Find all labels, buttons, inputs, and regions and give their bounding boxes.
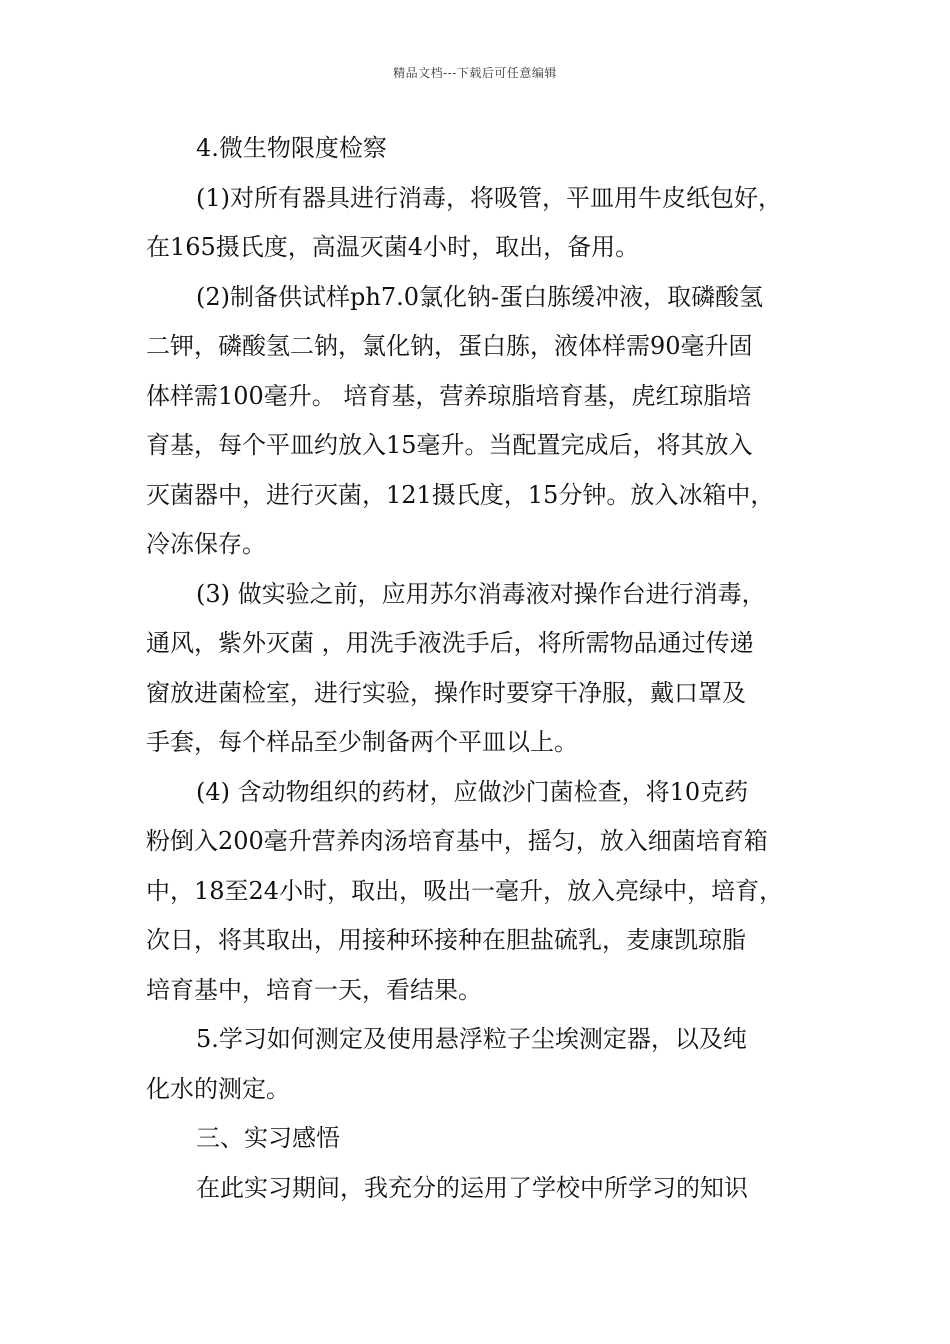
section-heading-5: 5.学习如何测定及使用悬浮粒子尘埃测定器，以及纯 bbox=[196, 1025, 747, 1053]
paragraph-line: 中，18至24小时，取出，吸出一毫升，放入亮绿中，培育， bbox=[146, 876, 784, 905]
paragraph-line: 化水的测定。 bbox=[146, 1074, 290, 1103]
paragraph-line: 二钾，磷酸氢二钠，氯化钠，蛋白胨，液体样需90毫升固 bbox=[146, 332, 753, 360]
paragraph-line: 培育基中，培育一天，看结果。 bbox=[146, 975, 482, 1004]
paragraph-line: 窗放进菌检室，进行实验，操作时要穿干净服，戴口罩及 bbox=[146, 678, 746, 707]
paragraph-line: 冷冻保存。 bbox=[146, 530, 266, 558]
page-header: 精品文档---下载后可任意编辑 bbox=[393, 66, 557, 80]
document-body bbox=[146, 124, 826, 1213]
paragraph-line: 通风，紫外灭菌 ，用洗手液洗手后，将所需物品通过传递 bbox=[146, 629, 754, 657]
paragraph-line: 粉倒入200毫升营养肉汤培育基中，摇匀，放入细菌培育箱 bbox=[146, 827, 768, 855]
paragraph-line: 在此实习期间，我充分的运用了学校中所学习的知识 bbox=[196, 1173, 748, 1202]
paragraph-line: (3) 做实验之前，应用苏尔消毒液对操作台进行消毒， bbox=[196, 579, 766, 608]
section-heading-4: 4.微生物限度检察 bbox=[196, 134, 387, 162]
paragraph-line: 灭菌器中，进行灭菌，121摄氏度，15分钟。放入冰箱中， bbox=[146, 480, 775, 509]
paragraph-line: (4) 含动物组织的药材，应做沙门菌检查，将10克药 bbox=[196, 777, 749, 806]
paragraph-line: 在165摄氏度，高温灭菌4小时，取出，备用。 bbox=[146, 233, 640, 261]
paragraph-line: 手套，每个样品至少制备两个平皿以上。 bbox=[146, 728, 578, 756]
paragraph-line: 次日，将其取出，用接种环接种在胆盐硫乳，麦康凯琼脂 bbox=[146, 926, 746, 954]
paragraph-line: 育基，每个平皿约放入15毫升。当配置完成后，将其放入 bbox=[146, 431, 753, 459]
section-heading-3: 三、实习感悟 bbox=[196, 1124, 340, 1152]
paragraph-line: 体样需100毫升。 培育基，营养琼脂培育基，虎红琼脂培 bbox=[146, 381, 752, 410]
paragraph-line: (1)对所有器具进行消毒，将吸管，平皿用牛皮纸包好， bbox=[196, 183, 782, 212]
paragraph-line: (2)制备供试样ph7.0氯化钠-蛋白胨缓冲液，取磷酸氢 bbox=[196, 282, 764, 311]
